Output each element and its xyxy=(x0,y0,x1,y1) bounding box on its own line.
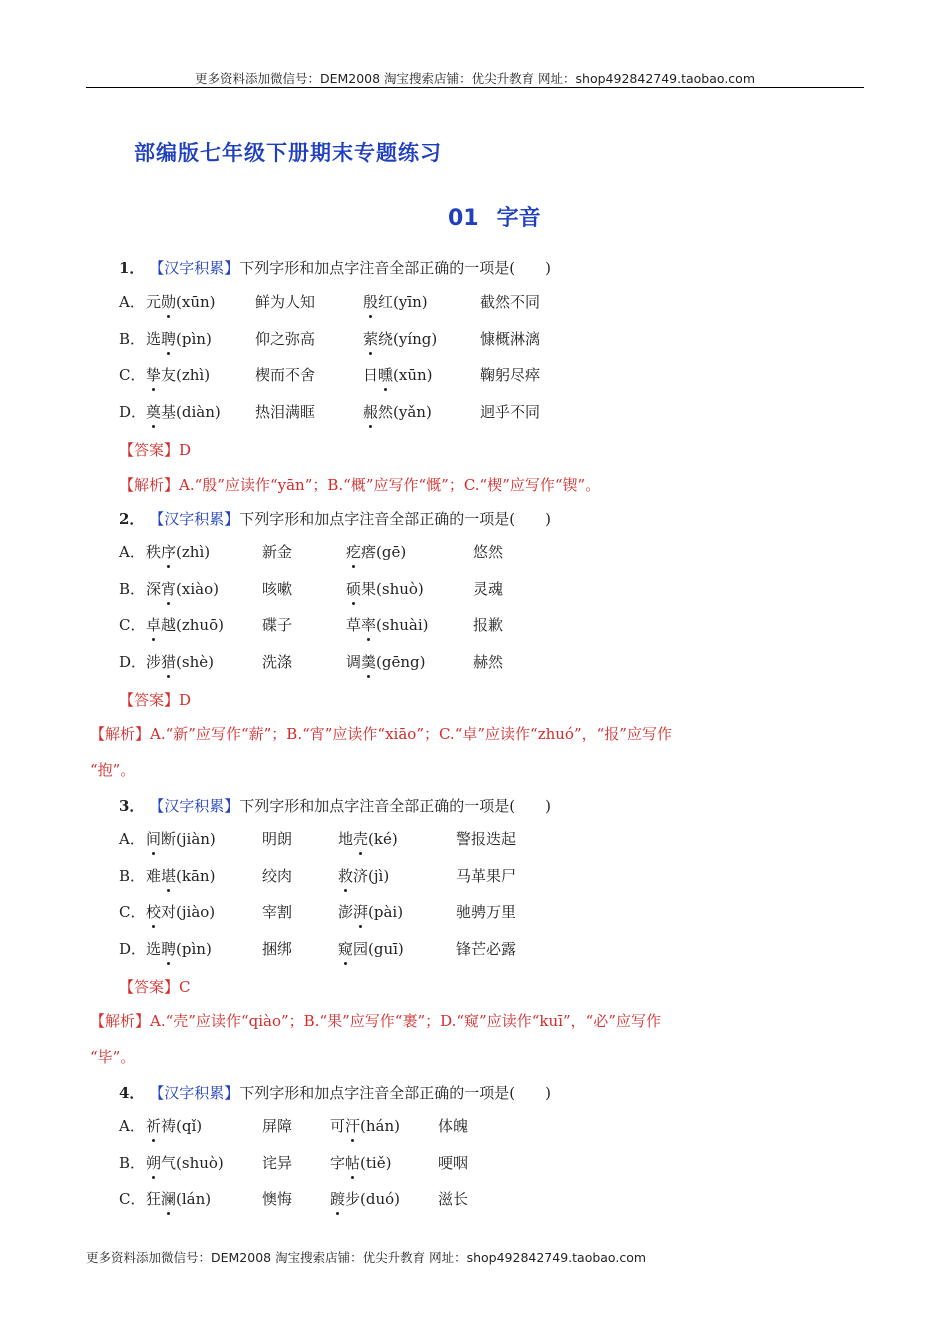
option-word: 体魄 xyxy=(438,1117,469,1135)
answer-line: 【答案】C xyxy=(119,978,191,996)
dotted-character: 祈 xyxy=(146,1117,162,1135)
dotted-character: 挚 xyxy=(146,366,162,384)
option-label: B． xyxy=(119,1154,146,1172)
option-word-with-pinyin: 澎湃(pài) xyxy=(338,903,404,921)
option-word-with-pinyin: 地壳(ké) xyxy=(338,830,398,848)
page-footer: 更多资料添加微信号：DEM2008 淘宝搜索店铺：优尖升教育 网址：shop492842749.taobao.com xyxy=(86,1250,647,1265)
option-word-with-pinyin: 涉猎(shè) xyxy=(146,653,214,671)
answer-line: 【答案】D xyxy=(119,441,192,459)
option-label: C． xyxy=(119,903,146,921)
option-word-with-pinyin: 选聘(pìn) xyxy=(146,330,212,348)
dotted-character: 壳 xyxy=(353,830,369,848)
option-word-with-pinyin: 选聘(pìn) xyxy=(146,940,212,958)
option-label: B． xyxy=(119,867,146,885)
dotted-character: 朔 xyxy=(146,1154,162,1172)
option-word: 灵魂 xyxy=(473,580,504,598)
dotted-character: 踱 xyxy=(330,1190,346,1208)
option-word: 楔而不舍 xyxy=(255,366,316,384)
option-word-with-pinyin: 萦绕(yíng) xyxy=(363,330,438,348)
dotted-character: 序 xyxy=(161,543,177,561)
option-label: B． xyxy=(119,330,146,348)
option-word: 咳嗽 xyxy=(262,580,293,598)
page-header: 更多资料添加微信号：DEM2008 淘宝搜索店铺：优尖升教育 网址：shop492842749.taobao.com xyxy=(194,71,756,86)
explanation-line-cont: “毕”。 xyxy=(90,1048,136,1066)
option-word-with-pinyin: 卓越(zhuō) xyxy=(146,616,224,634)
option-word: 赫然 xyxy=(473,653,504,671)
option-word-with-pinyin: 校对(jiào) xyxy=(146,903,216,921)
dotted-character: 卓 xyxy=(146,616,162,634)
option-word: 懊悔 xyxy=(262,1190,293,1208)
dotted-character: 萦 xyxy=(363,330,379,348)
dotted-character: 率 xyxy=(361,616,377,634)
option-word: 锋芒必露 xyxy=(456,940,517,958)
option-word: 明朗 xyxy=(262,830,293,848)
dotted-character: 猎 xyxy=(161,653,177,671)
section-title xyxy=(448,201,541,232)
option-word-with-pinyin: 难堪(kān) xyxy=(146,867,216,885)
dotted-character: 间 xyxy=(146,830,162,848)
option-word-with-pinyin: 朔气(shuò) xyxy=(146,1154,224,1172)
option-word-with-pinyin: 祈祷(qǐ) xyxy=(146,1117,203,1135)
answer-line: 【答案】D xyxy=(119,691,192,709)
option-word: 鞠躬尽瘁 xyxy=(480,366,541,384)
dotted-character: 疙 xyxy=(346,543,362,561)
option-word: 碟子 xyxy=(262,616,293,634)
explanation-line: 【解析】A.“殷”应读作“yān”；B.“概”应写作“慨”；C.“楔”应写作“锲”。 xyxy=(119,476,601,494)
explanation-line-cont: “抱”。 xyxy=(90,761,136,779)
section-name: 字音 xyxy=(496,206,541,231)
option-word: 慷概淋漓 xyxy=(480,330,541,348)
question-stem: 1． 【汉字积累】下列字形和加点字注音全部正确的一项是( ) xyxy=(119,259,551,277)
option-word-with-pinyin: 赧然(yǎn) xyxy=(363,403,432,421)
option-word-with-pinyin: 殷红(yīn) xyxy=(363,293,428,311)
dotted-character: 校 xyxy=(146,903,162,921)
option-label: A． xyxy=(119,293,145,311)
option-word-with-pinyin: 间断(jiàn) xyxy=(146,830,216,848)
option-word-with-pinyin: 疙瘩(gē) xyxy=(346,543,407,561)
option-label: A． xyxy=(119,830,145,848)
question-stem: 3． 【汉字积累】下列字形和加点字注音全部正确的一项是( ) xyxy=(119,797,551,815)
explanation-line: 【解析】A.“新”应写作“薪”；B.“宵”应读作“xiāo”；C.“卓”应读作“zhuó”，“报”应写作 xyxy=(90,725,672,743)
option-word: 驰骋万里 xyxy=(456,903,517,921)
option-word-with-pinyin: 日曛(xūn) xyxy=(363,366,433,384)
option-word-with-pinyin: 窥园(guī) xyxy=(338,940,404,958)
option-label: D． xyxy=(119,940,147,958)
option-word: 热泪满眶 xyxy=(255,403,316,421)
dotted-character: 帖 xyxy=(345,1154,361,1172)
option-word: 屏障 xyxy=(262,1117,293,1135)
option-label: B． xyxy=(119,580,146,598)
header-rule xyxy=(86,87,864,88)
option-word: 报歉 xyxy=(473,616,504,634)
dotted-character: 宵 xyxy=(161,580,177,598)
option-label: C． xyxy=(119,366,146,384)
dotted-character: 曛 xyxy=(378,366,394,384)
option-word: 截然不同 xyxy=(480,293,541,311)
option-label: D． xyxy=(119,653,147,671)
dotted-character: 赧 xyxy=(363,403,379,421)
dotted-character: 湃 xyxy=(353,903,369,921)
question-stem: 2． 【汉字积累】下列字形和加点字注音全部正确的一项是( ) xyxy=(119,510,551,528)
option-word-with-pinyin: 救济(jì) xyxy=(338,867,390,885)
dotted-character: 汗 xyxy=(345,1117,361,1135)
option-label: C． xyxy=(119,1190,146,1208)
option-word-with-pinyin: 踱步(duó) xyxy=(330,1190,401,1208)
dotted-character: 堪 xyxy=(161,867,177,885)
option-word: 新金 xyxy=(262,543,293,561)
option-word: 诧异 xyxy=(262,1154,293,1172)
option-word-with-pinyin: 硕果(shuò) xyxy=(346,580,424,598)
option-label: A． xyxy=(119,1117,145,1135)
option-word-with-pinyin: 字帖(tiě) xyxy=(330,1154,392,1172)
dotted-character: 奠 xyxy=(146,403,162,421)
option-label: A． xyxy=(119,543,145,561)
option-word: 马革果尸 xyxy=(456,867,517,885)
dotted-character: 窥 xyxy=(338,940,354,958)
option-word: 迥乎不同 xyxy=(480,403,541,421)
option-word-with-pinyin: 奠基(diàn) xyxy=(146,403,221,421)
dotted-character: 硕 xyxy=(346,580,362,598)
option-word-with-pinyin: 深宵(xiào) xyxy=(146,580,219,598)
option-word: 悠然 xyxy=(473,543,504,561)
option-word: 仰之弥高 xyxy=(255,330,316,348)
option-word-with-pinyin: 挚友(zhì) xyxy=(146,366,211,384)
option-word-with-pinyin: 可汗(hán) xyxy=(330,1117,400,1135)
option-word: 捆绑 xyxy=(262,940,293,958)
dotted-character: 殷 xyxy=(363,293,379,311)
option-word: 绞肉 xyxy=(262,867,293,885)
dotted-character: 羹 xyxy=(361,653,377,671)
option-word: 宰割 xyxy=(262,903,293,921)
option-word-with-pinyin: 秩序(zhì) xyxy=(146,543,211,561)
option-label: D． xyxy=(119,403,147,421)
option-word: 洗涤 xyxy=(262,653,293,671)
option-label: C． xyxy=(119,616,146,634)
option-word-with-pinyin: 狂澜(lán) xyxy=(146,1190,212,1208)
dotted-character: 救 xyxy=(338,867,354,885)
page-title: 部编版七年级下册期末专题练习 xyxy=(134,141,442,165)
dotted-character: 聘 xyxy=(161,330,177,348)
explanation-line: 【解析】A.“壳”应读作“qiào”；B.“果”应写作“裹”；D.“窥”应读作“kuī”，“必”应写作 xyxy=(90,1012,661,1030)
option-word-with-pinyin: 草率(shuài) xyxy=(346,616,429,634)
dotted-character: 勋 xyxy=(161,293,177,311)
option-word: 哽咽 xyxy=(438,1154,469,1172)
option-word: 滋长 xyxy=(438,1190,469,1208)
option-word: 鲜为人知 xyxy=(255,293,316,311)
dotted-character: 聘 xyxy=(161,940,177,958)
option-word-with-pinyin: 元勋(xūn) xyxy=(146,293,216,311)
section-number: 01 xyxy=(448,206,479,231)
option-word: 警报迭起 xyxy=(456,830,517,848)
option-word-with-pinyin: 调羹(gēng) xyxy=(346,653,426,671)
dotted-character: 澜 xyxy=(161,1190,177,1208)
question-stem: 4． 【汉字积累】下列字形和加点字注音全部正确的一项是( ) xyxy=(119,1084,551,1102)
